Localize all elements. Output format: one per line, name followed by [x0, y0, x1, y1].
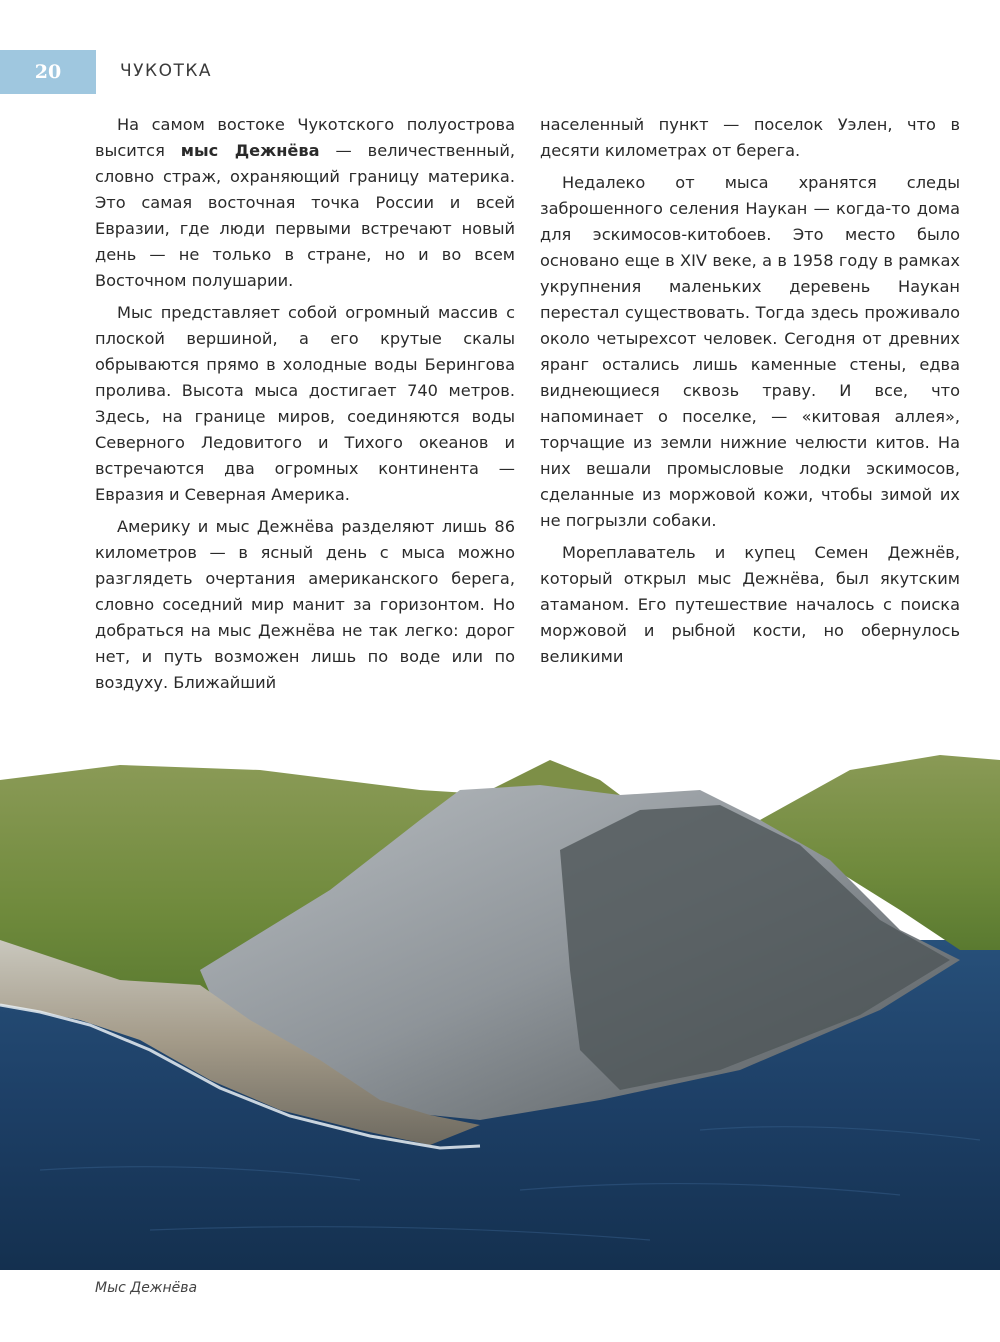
paragraph: Мореплаватель и купец Семен Дежнёв, который открыл мыс Дежнёва, был якутским атаманом. Его путешествие началось с поиска моржовой и рыбной кости, но обернулось великими — [540, 543, 960, 666]
section-title: ЧУКОТКА — [120, 61, 213, 81]
page-number: 20 — [34, 61, 62, 83]
text-column-left — [95, 112, 515, 696]
cape-name-bold: мыс Дежнёва — [180, 141, 320, 160]
paragraph: Америку и мыс Дежнёва разделяют лишь 86 километров — в ясный день с мыса можно разглядеть очертания американского берега, словно соседний мир манит за горизонтом. Но добраться на мыс Дежнёва не так легко: дорог нет, и путь возможен лишь по воде или по воздуху. Ближайший — [95, 517, 515, 692]
page-number-badge — [0, 50, 96, 94]
landscape-illustration — [0, 750, 1000, 1270]
paragraph: Мыс представляет собой огромный массив с плоской вершиной, а его крутые скалы обрываются прямо в холодные воды Берингова пролива. Высота мыса достигает 740 метров. Здесь, на границе миров, соединяются воды Северного Ледовитого и Тихого океанов и встречаются два огромных континента — Евразия и Северная Америка. — [95, 303, 515, 504]
paragraph: населенный пункт — поселок Уэлен, что в десяти километрах от берега. — [540, 115, 960, 160]
text-column-right — [540, 112, 960, 670]
paragraph: Недалеко от мыса хранятся следы заброшенного селения Наукан — когда-то дома для эскимосов-китобоев. Это место было основано еще в XIV веке, а в 1958 году в рамках укрупнения маленьких деревень Наукан перестал существовать. Тогда здесь проживало около четырехсот человек. Сегодня от древних яранг остались лишь каменные стены, едва виднеющиеся сквозь траву. И все, что напоминает о поселке, — «китовая аллея», торчащие из земли нижние челюсти китов. На них вешали промысловые лодки эскимосов, сделанные из моржовой кожи, чтобы зимой их не погрызли собаки. — [540, 173, 960, 530]
cape-dezhnev-photo — [0, 750, 1000, 1270]
photo-caption: Мыс Дежнёва — [95, 1280, 198, 1296]
paragraph: На самом востоке Чукотского полуострова высится мыс Дежнёва — величественный, словно страж, охраняющий границу материка. Это самая восточная точка России и всей Евразии, где люди первыми встречают новый день — не только в стране, но и во всем Восточном полушарии. — [95, 115, 515, 290]
